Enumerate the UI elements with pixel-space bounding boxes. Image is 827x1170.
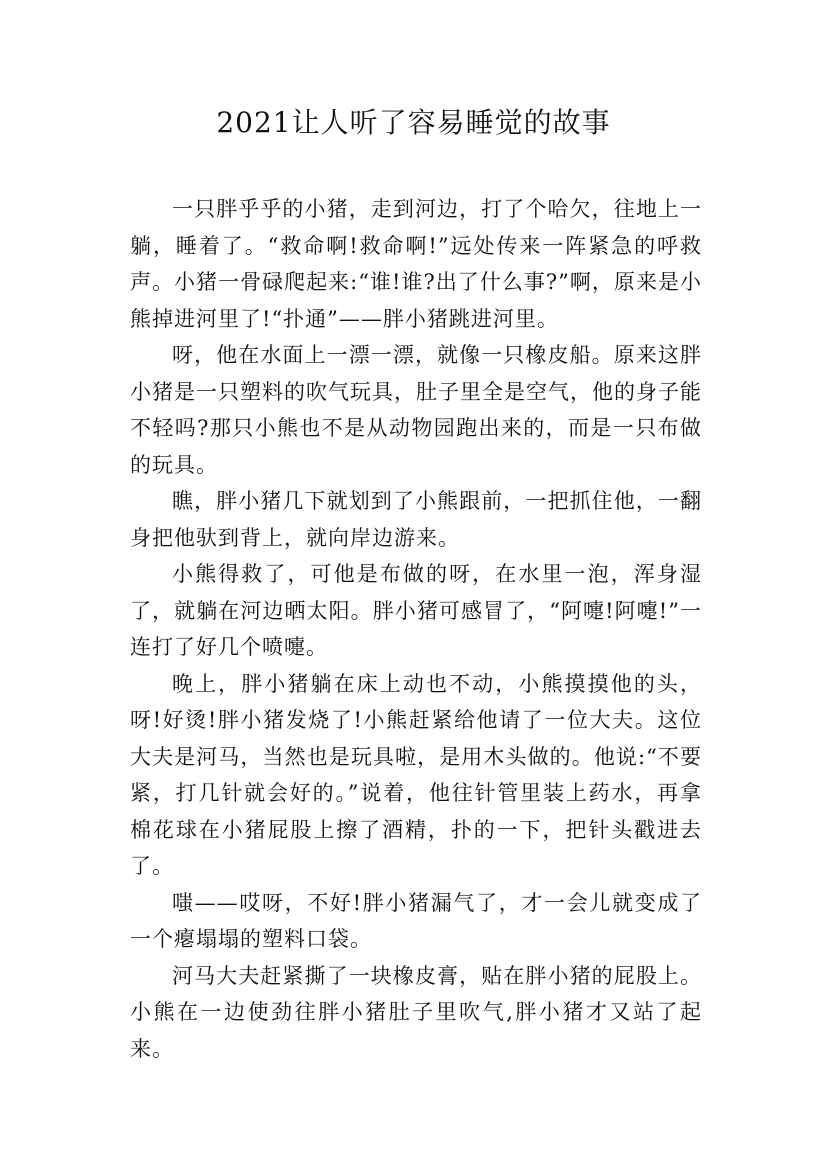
paragraph: 河马大夫赶紧撕了一块橡皮膏，贴在胖小猪的屁股上。小熊在一边使劲往胖小猪肚子里吹气,胖小猪才又站了起来。 [130, 963, 702, 1061]
paragraph: 一只胖乎乎的小猪，走到河边，打了个哈欠，往地上一躺，睡着了。“救命啊!救命啊!”远处传来一阵紧急的呼救声。小猪一骨碌爬起来:“谁!谁?出了什么事?”啊，原来是小熊掉进河里了!“扑通”——胖小猪跳进河里。 [130, 197, 702, 331]
paragraph: 晚上，胖小猪躺在床上动也不动，小熊摸摸他的头，呀!好烫!胖小猪发烧了!小熊赶紧给他请了一位大夫。这位大夫是河马，当然也是玩具啦，是用木头做的。他说:“不要紧，打几针就会好的。”说着，他往针管里装上药水，再拿棉花球在小猪屁股上擦了酒精，扑的一下，把针头戳进去了。 [130, 671, 702, 878]
paragraph: 呀，他在水面上一漂一漂，就像一只橡皮船。原来这胖小猪是一只塑料的吹气玩具，肚子里全是空气，他的身子能不轻吗?那只小熊也不是从动物园跑出来的，而是一只布做的玩具。 [130, 343, 702, 477]
paragraph: 瞧，胖小猪几下就划到了小熊跟前，一把抓住他，一翻身把他驮到背上，就向岸边游来。 [130, 489, 702, 550]
document-title: 2021让人听了容易睡觉的故事 [216, 106, 611, 139]
paragraph: 小熊得救了，可他是布做的呀，在水里一泡，浑身湿了，就躺在河边晒太阳。胖小猪可感冒了，“阿嚏!阿嚏!”一连打了好几个喷嚏。 [130, 562, 702, 659]
paragraph: 嗤——哎呀，不好!胖小猪漏气了，才一会儿就变成了一个瘪塌塌的塑料口袋。 [130, 890, 702, 951]
document-body [130, 191, 702, 1067]
